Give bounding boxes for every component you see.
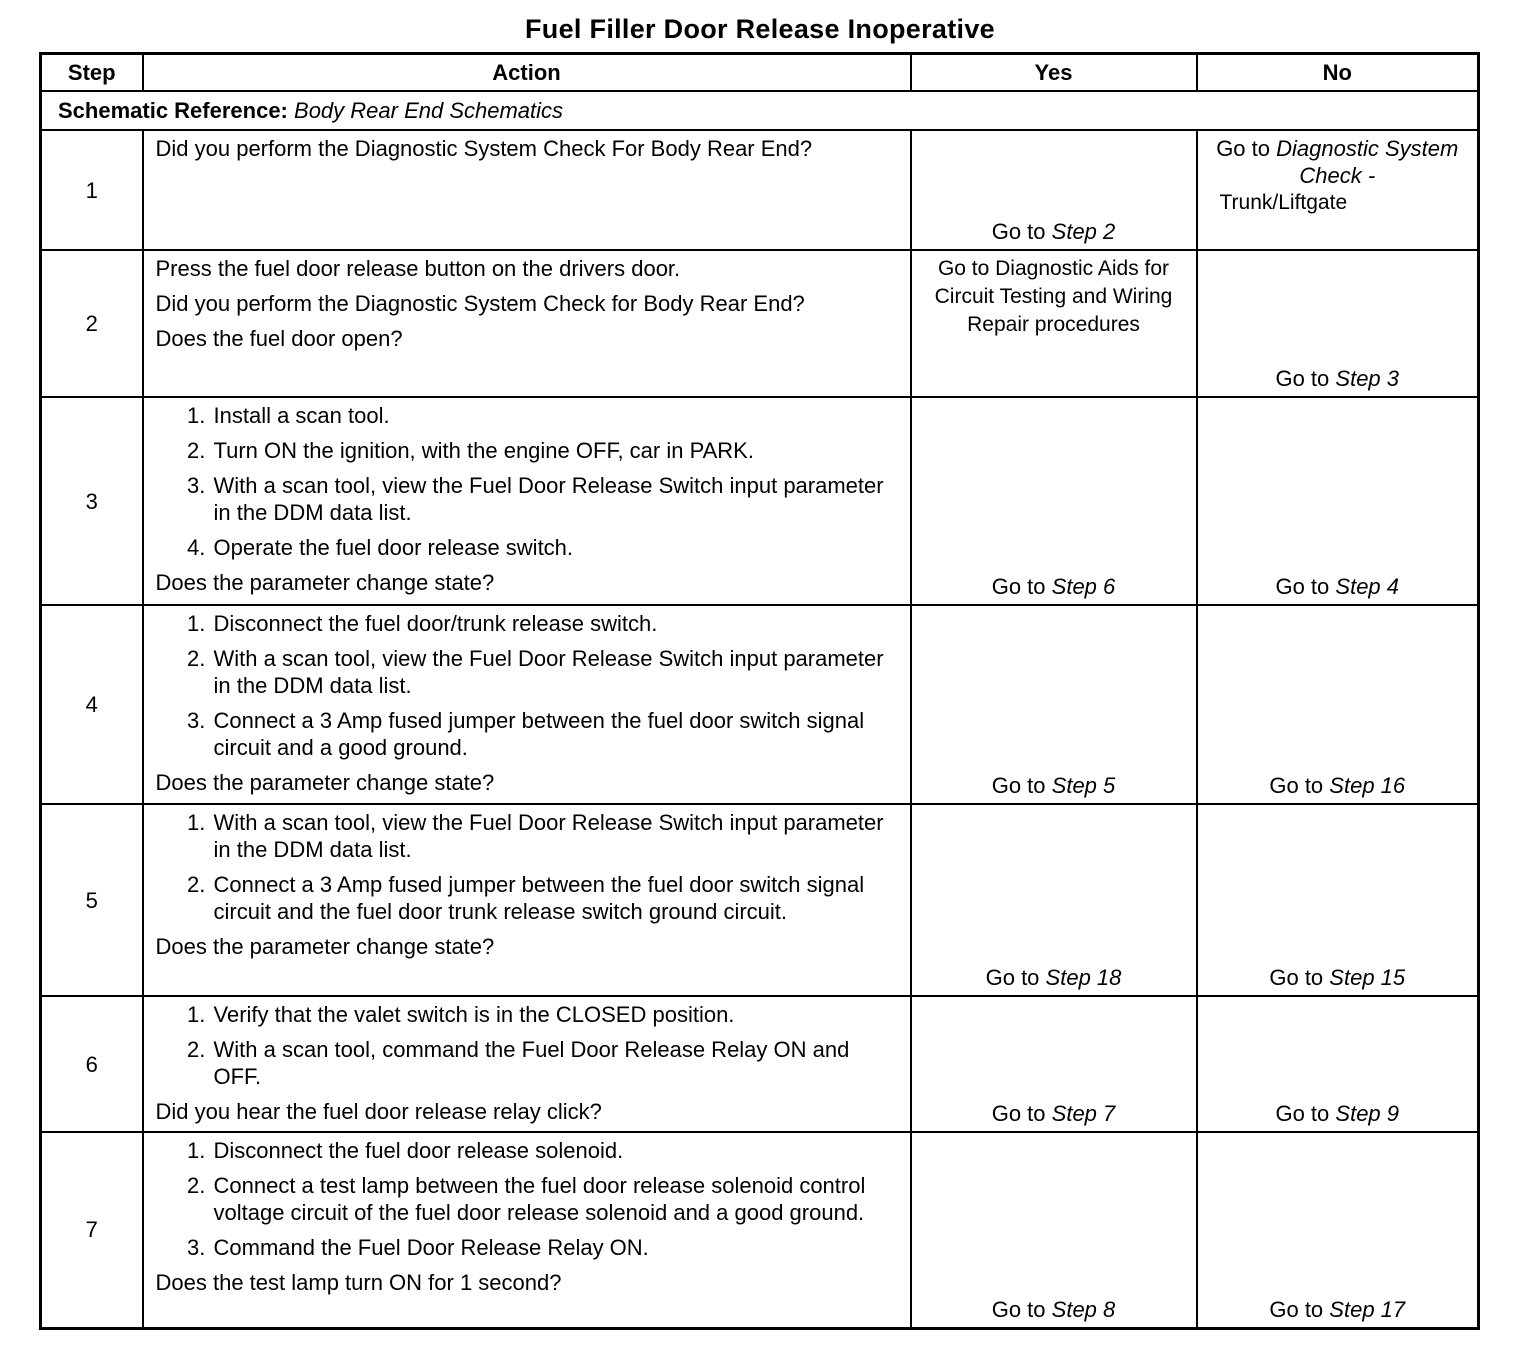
goto-prefix: Go to xyxy=(1216,136,1270,161)
goto-prefix: Go to xyxy=(985,965,1040,990)
action-cell xyxy=(143,605,911,804)
list-item: 2. Connect a test lamp between the fuel door release solenoid control voltage circuit of the fuel door release solenoid and a good ground. xyxy=(212,1172,900,1226)
no-cell[interactable] xyxy=(1197,250,1479,397)
goto-tail: Trunk/Liftgate xyxy=(1219,191,1348,214)
action-text: Press the fuel door release button on the drivers door. xyxy=(155,256,681,281)
list-item: 2. Connect a 3 Amp fused jumper between the fuel door switch signal circuit and the fuel door trunk release switch ground circuit. xyxy=(212,871,900,925)
no-cell[interactable] xyxy=(1197,1132,1479,1328)
goto-diagnostic-aids-link[interactable]: Go to Diagnostic Aids for Circuit Testing and Wiring Repair procedures xyxy=(934,257,1173,336)
action-list xyxy=(156,610,900,761)
step-number: 5 xyxy=(41,804,143,996)
list-item: 1. Disconnect the fuel door/trunk release switch. xyxy=(212,610,900,637)
diagnostic-table xyxy=(39,52,1480,1330)
action-list xyxy=(156,1001,900,1090)
action-question: Did you hear the fuel door release relay click? xyxy=(155,1099,602,1124)
header-action: Action xyxy=(143,54,911,92)
yes-cell[interactable] xyxy=(911,605,1197,804)
goto-step-link[interactable]: Step 4 xyxy=(1335,574,1400,599)
list-item: 1. With a scan tool, view the Fuel Door Release Switch input parameter in the DDM data list. xyxy=(212,809,900,863)
header-row xyxy=(41,54,1479,92)
goto-prefix: Go to xyxy=(1269,773,1324,798)
yes-cell[interactable] xyxy=(911,250,1197,397)
page-title: Fuel Filler Door Release Inoperative xyxy=(525,14,995,44)
action-cell xyxy=(143,397,911,605)
goto-prefix: Go to xyxy=(991,219,1046,244)
table-row xyxy=(41,605,1479,804)
action-question: Does the fuel door open? xyxy=(155,326,403,351)
list-item: 4. Operate the fuel door release switch. xyxy=(212,534,900,561)
action-question: Does the test lamp turn ON for 1 second? xyxy=(155,1270,562,1295)
table-row xyxy=(41,804,1479,996)
action-cell xyxy=(143,996,911,1132)
goto-step-link[interactable]: Step 6 xyxy=(1051,574,1116,599)
step-number: 2 xyxy=(41,250,143,397)
goto-prefix: Go to xyxy=(1275,366,1330,391)
list-item: 1. Verify that the valet switch is in the CLOSED position. xyxy=(212,1001,900,1028)
list-item: 2. With a scan tool, command the Fuel Door Release Relay ON and OFF. xyxy=(212,1036,900,1090)
no-cell[interactable] xyxy=(1197,804,1479,996)
step-number: 1 xyxy=(41,130,143,250)
schematic-reference-label: Schematic Reference: xyxy=(58,98,288,123)
header-no: No xyxy=(1197,54,1479,92)
yes-cell[interactable] xyxy=(911,1132,1197,1328)
action-cell xyxy=(143,1132,911,1328)
goto-prefix: Go to xyxy=(991,1296,1046,1322)
action-cell xyxy=(143,804,911,996)
goto-step-link[interactable]: Step 3 xyxy=(1335,366,1400,391)
step-number: 3 xyxy=(41,397,143,605)
yes-cell[interactable] xyxy=(911,397,1197,605)
list-item: 3. Connect a 3 Amp fused jumper between the fuel door switch signal circuit and a good ground. xyxy=(212,707,900,761)
goto-prefix: Go to xyxy=(1269,1296,1324,1322)
list-item: 3. With a scan tool, view the Fuel Door Release Switch input parameter in the DDM data list. xyxy=(212,472,900,526)
header-yes: Yes xyxy=(911,54,1197,92)
yes-cell[interactable] xyxy=(911,804,1197,996)
schematic-reference-link[interactable]: Body Rear End Schematics xyxy=(294,98,564,123)
header-step: Step xyxy=(41,54,143,92)
action-text: Did you perform the Diagnostic System Check for Body Rear End? xyxy=(155,291,805,316)
yes-cell[interactable] xyxy=(911,996,1197,1132)
no-cell[interactable] xyxy=(1197,130,1479,250)
goto-step-link[interactable]: Step 7 xyxy=(1051,1101,1116,1126)
goto-step-link[interactable]: Step 8 xyxy=(1051,1296,1116,1322)
goto-prefix: Go to xyxy=(1275,1101,1330,1126)
action-cell xyxy=(143,130,911,250)
goto-prefix: Go to xyxy=(991,1101,1046,1126)
table-row xyxy=(41,1132,1479,1328)
list-item: 1. Install a scan tool. xyxy=(212,402,900,429)
action-question: Does the parameter change state? xyxy=(155,934,495,959)
action-question: Does the parameter change state? xyxy=(155,770,495,795)
no-cell[interactable] xyxy=(1197,996,1479,1132)
goto-diagnostic-link[interactable]: Diagnostic System Check - xyxy=(1276,136,1459,188)
goto-prefix: Go to xyxy=(1275,574,1330,599)
goto-step-link[interactable]: Step 17 xyxy=(1329,1296,1406,1322)
table-row xyxy=(41,397,1479,605)
no-cell[interactable] xyxy=(1197,605,1479,804)
action-text: Did you perform the Diagnostic System Check For Body Rear End? xyxy=(155,136,813,161)
list-item: 1. Disconnect the fuel door release solenoid. xyxy=(212,1137,900,1164)
step-number: 7 xyxy=(41,1132,143,1328)
schematic-reference xyxy=(41,91,1479,130)
step-number: 6 xyxy=(41,996,143,1132)
goto-prefix: Go to xyxy=(991,773,1046,798)
goto-step-link[interactable]: Step 5 xyxy=(1051,773,1116,798)
action-question: Does the parameter change state? xyxy=(155,570,495,595)
goto-prefix: Go to xyxy=(1269,965,1324,990)
schematic-reference-row xyxy=(41,91,1479,130)
goto-prefix: Go to xyxy=(991,574,1046,599)
table-row xyxy=(41,130,1479,250)
goto-step-link[interactable]: Step 16 xyxy=(1329,773,1406,798)
list-item: 3. Command the Fuel Door Release Relay ON. xyxy=(212,1234,900,1261)
goto-step-link[interactable]: Step 9 xyxy=(1335,1101,1400,1126)
list-item: 2. With a scan tool, view the Fuel Door Release Switch input parameter in the DDM data list. xyxy=(212,645,900,699)
table-row xyxy=(41,250,1479,397)
action-list xyxy=(156,402,900,561)
step-number: 4 xyxy=(41,605,143,804)
goto-step-link[interactable]: Step 18 xyxy=(1045,965,1122,990)
action-list xyxy=(156,809,900,925)
action-cell xyxy=(143,250,911,397)
yes-cell[interactable] xyxy=(911,130,1197,250)
list-item: 2. Turn ON the ignition, with the engine OFF, car in PARK. xyxy=(212,437,900,464)
goto-step-link[interactable]: Step 15 xyxy=(1329,965,1406,990)
action-list xyxy=(156,1137,900,1261)
goto-step-link[interactable]: Step 2 xyxy=(1051,219,1116,244)
table-row xyxy=(41,996,1479,1132)
no-cell[interactable] xyxy=(1197,397,1479,605)
